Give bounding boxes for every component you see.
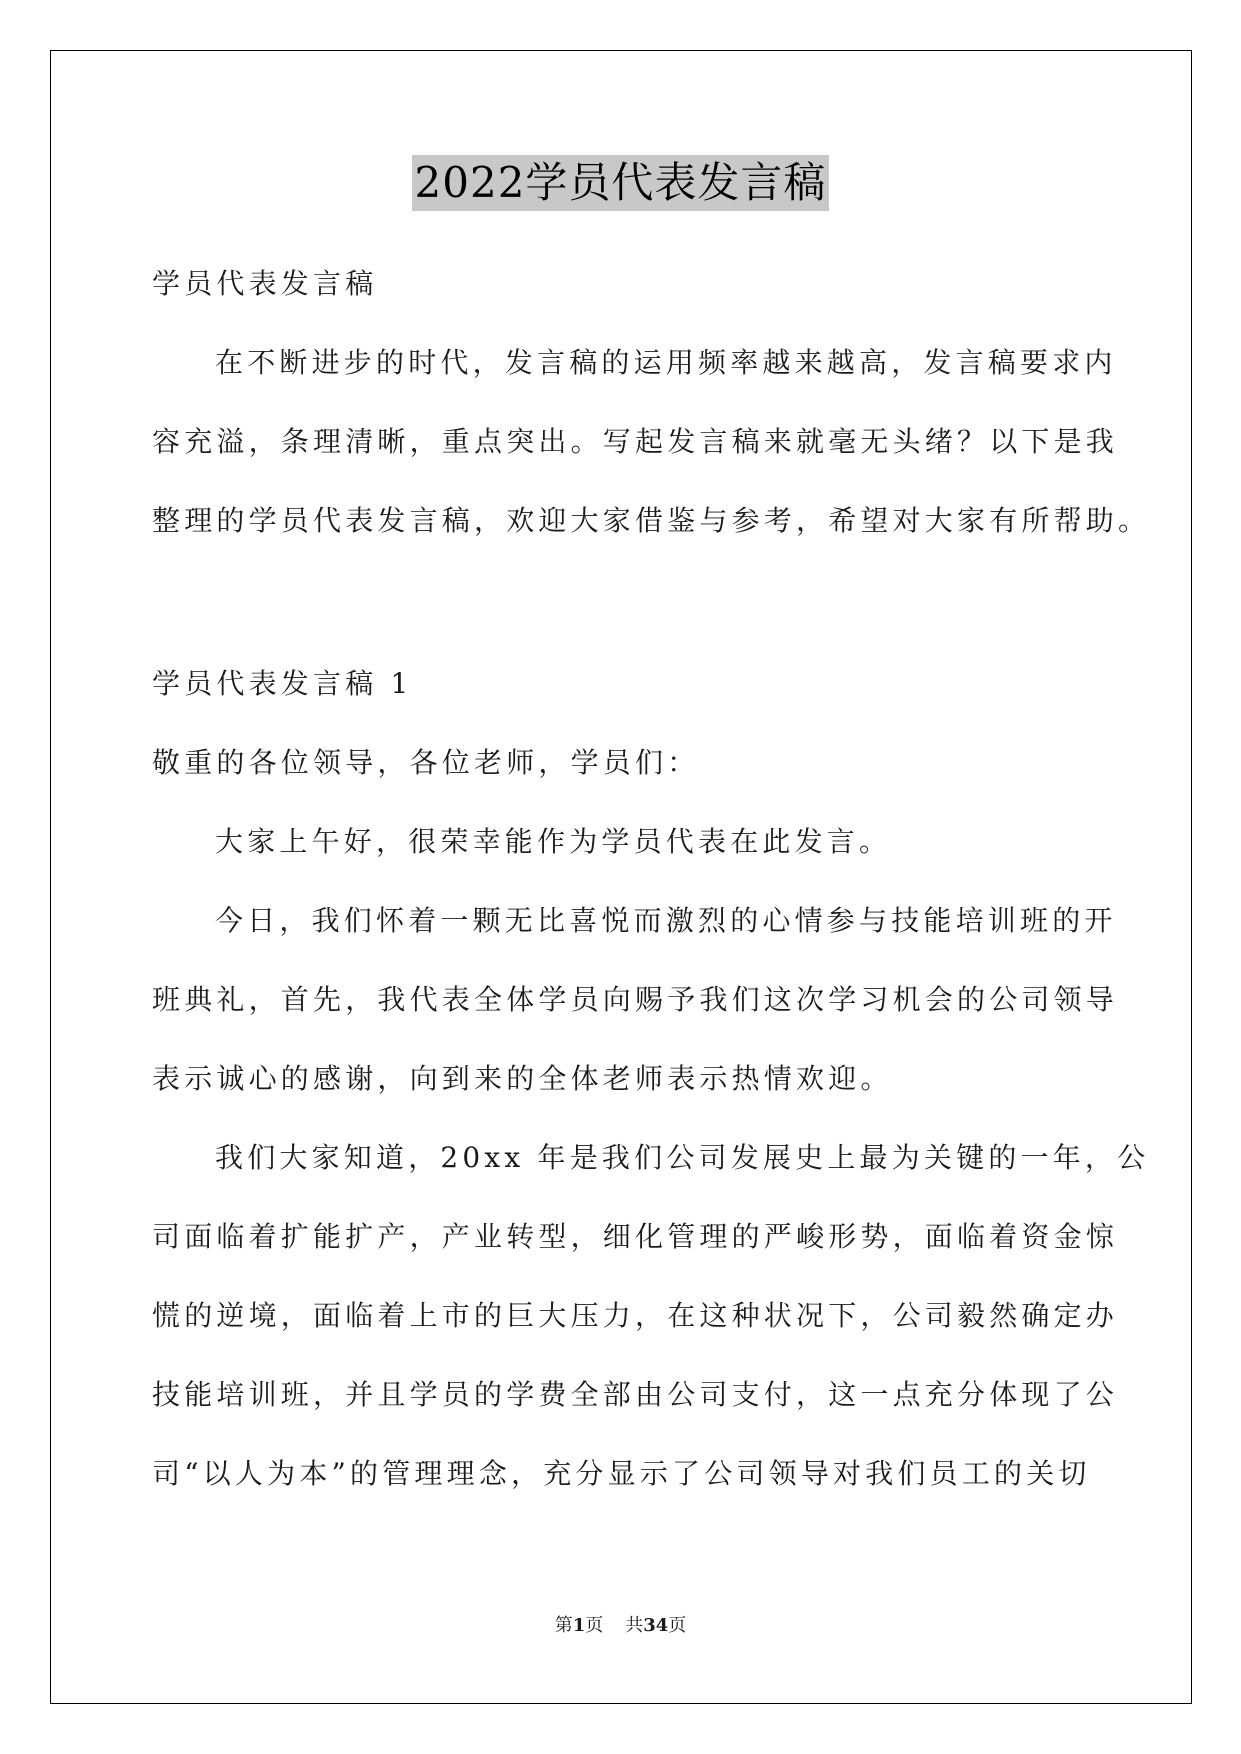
document-title: 2022学员代表发言稿 xyxy=(412,155,830,211)
page-suffix: 页 xyxy=(585,1615,604,1636)
section-heading: 学员代表发言稿 xyxy=(152,267,378,300)
paragraph-line: 班典礼，首先，我代表全体学员向赐予我们这次学习机会的公司领导 xyxy=(152,983,1119,1016)
paragraph-line: 我们大家知道，20xx 年是我们公司发展史上最为关键的一年，公 xyxy=(215,1141,1150,1174)
paragraph-line: 表示诚心的感谢，向到来的全体老师表示热情欢迎。 xyxy=(152,1062,893,1095)
total-suffix: 页 xyxy=(668,1615,687,1636)
page-prefix: 第 xyxy=(554,1615,573,1636)
paragraph-line: 慌的逆境，面临着上市的巨大压力，在这种状况下，公司毅然确定办 xyxy=(152,1299,1119,1332)
section-heading: 学员代表发言稿 1 xyxy=(152,667,413,700)
paragraph-line: 司面临着扩能扩产，产业转型，细化管理的严峻形势，面临着资金惊 xyxy=(152,1220,1119,1253)
total-prefix: 共 xyxy=(625,1615,644,1636)
page-footer xyxy=(0,1614,1241,1638)
paragraph-line: 整理的学员代表发言稿，欢迎大家借鉴与参考，希望对大家有所帮助。 xyxy=(152,504,1151,537)
paragraph-line: 在不断进步的时代，发言稿的运用频率越来越高，发言稿要求内 xyxy=(215,346,1117,379)
paragraph-line: 大家上午好，很荣幸能作为学员代表在此发言。 xyxy=(215,825,892,858)
title-container xyxy=(0,155,1241,211)
page-total: 34 xyxy=(643,1615,669,1636)
salutation-line: 敬重的各位领导，各位老师，学员们： xyxy=(152,746,700,779)
paragraph-line: 容充溢，条理清晰，重点突出。写起发言稿来就毫无头绪？以下是我 xyxy=(152,425,1119,458)
paragraph-line: 技能培训班，并且学员的学费全部由公司支付，这一点充分体现了公 xyxy=(152,1378,1119,1411)
page-current: 1 xyxy=(572,1615,586,1636)
paragraph-line: 今日，我们怀着一颗无比喜悦而激烈的心情参与技能培训班的开 xyxy=(215,904,1117,937)
paragraph-line: 司“以人为本”的管理理念，充分显示了公司领导对我们员工的关切 xyxy=(152,1457,1091,1490)
